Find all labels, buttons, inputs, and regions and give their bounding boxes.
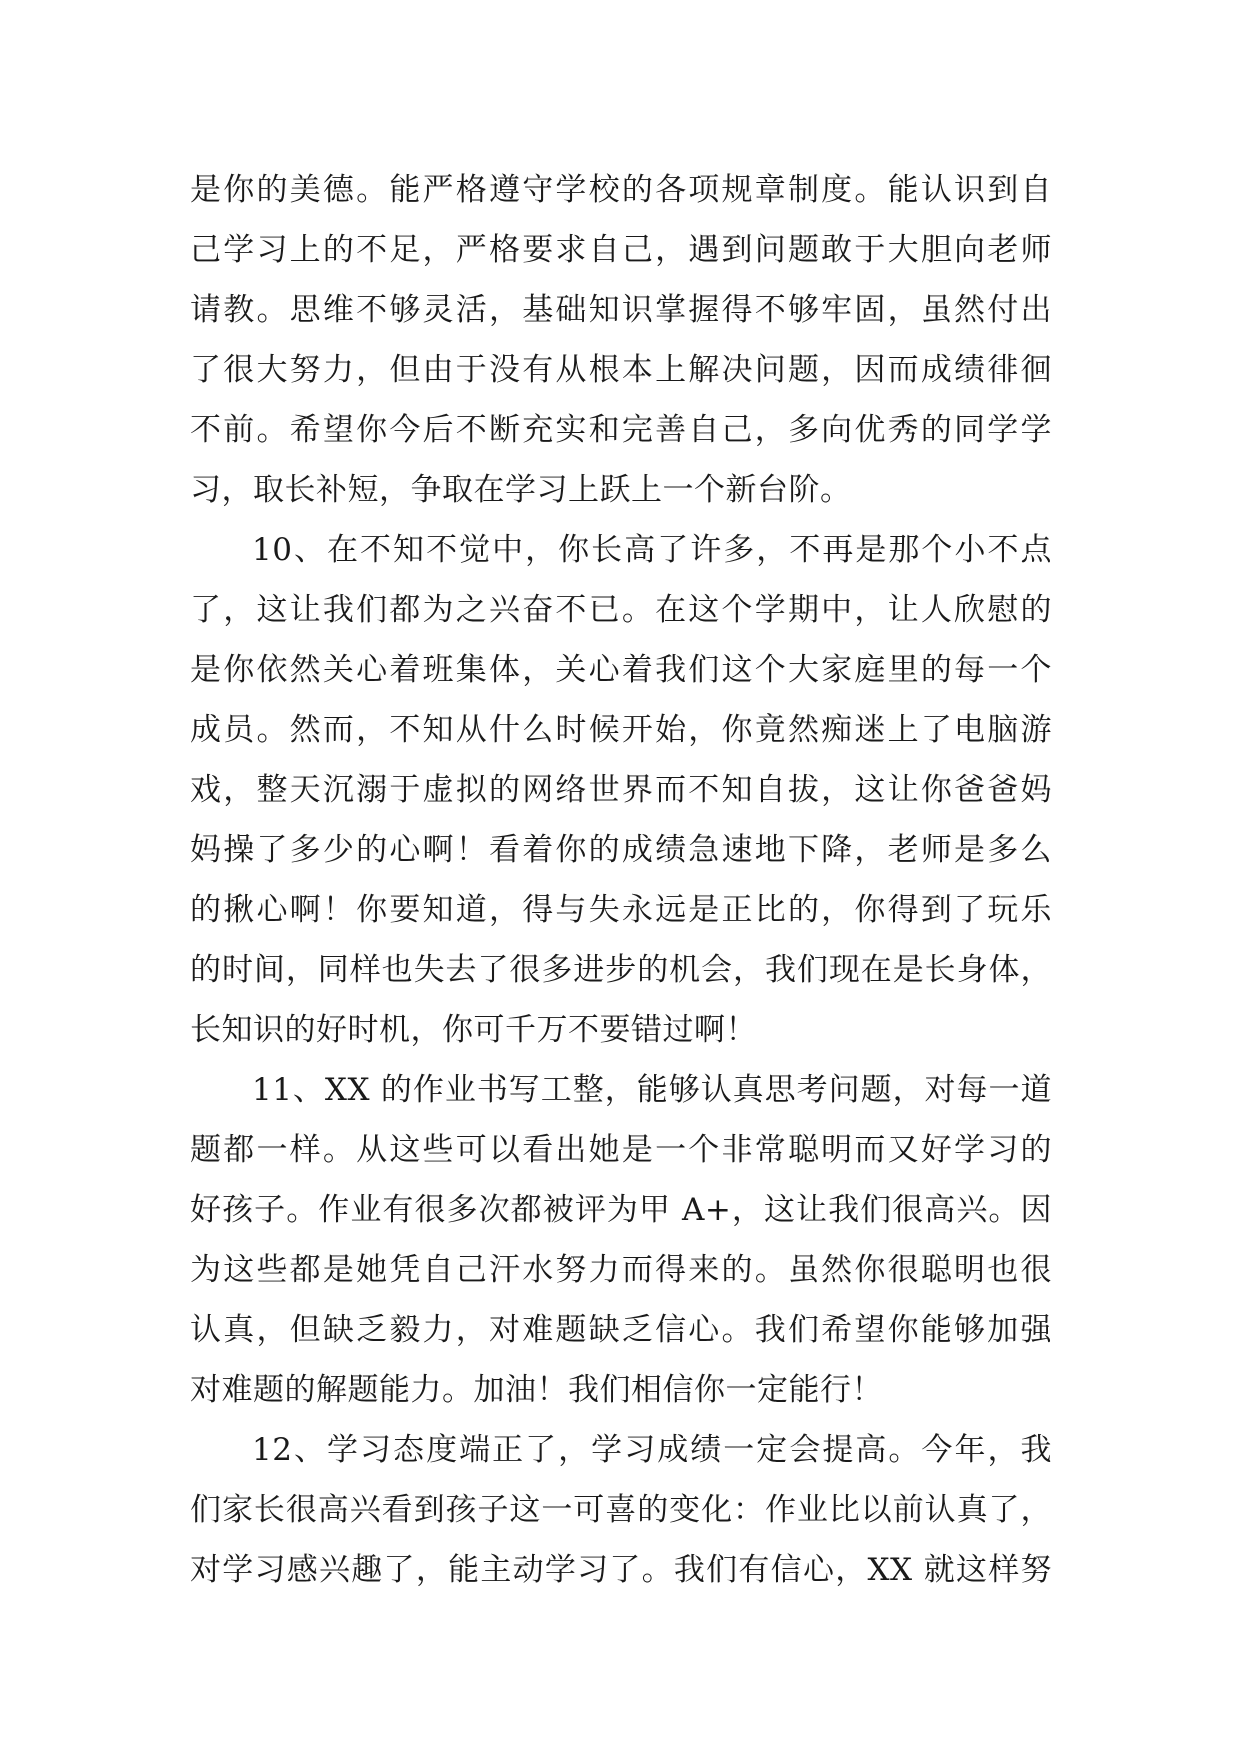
text-line: 的揪心啊！你要知道，得与失永远是正比的，你得到了玩乐 <box>190 892 1052 928</box>
text-line: 成员。然而，不知从什么时候开始，你竟然痴迷上了电脑游 <box>190 712 1052 748</box>
text-line: 妈操了多少的心啊！看着你的成绩急速地下降，老师是多么 <box>190 832 1052 868</box>
text-line: 是你的美德。能严格遵守学校的各项规章制度。能认识到自 <box>190 172 1052 208</box>
text-line: 习，取长补短，争取在学习上跃上一个新台阶。 <box>190 472 852 508</box>
text-line: 己学习上的不足，严格要求自己，遇到问题敢于大胆向老师 <box>190 232 1052 268</box>
text-line: 认真，但缺乏毅力，对难题缺乏信心。我们希望你能够加强 <box>190 1312 1052 1348</box>
text-line: 们家长很高兴看到孩子这一可喜的变化：作业比以前认真了， <box>190 1492 1052 1528</box>
text-line: 对学习感兴趣了，能主动学习了。我们有信心，XX 就这样努 <box>190 1552 1052 1588</box>
text-line: 不前。希望你今后不断充实和完善自己，多向优秀的同学学 <box>190 412 1052 448</box>
text-line: 戏，整天沉溺于虚拟的网络世界而不知自拔，这让你爸爸妈 <box>190 772 1052 808</box>
text-line: 是你依然关心着班集体，关心着我们这个大家庭里的每一个 <box>190 652 1052 688</box>
text-line: 的时间，同样也失去了很多进步的机会，我们现在是长身体， <box>190 952 1052 988</box>
document-body <box>190 160 1052 1600</box>
text-line: 了，这让我们都为之兴奋不已。在这个学期中，让人欣慰的 <box>190 592 1052 628</box>
paragraph-10-start: 10、在不知不觉中，你长高了许多，不再是那个小不点 <box>252 532 1052 568</box>
text-line: 题都一样。从这些可以看出她是一个非常聪明而又好学习的 <box>190 1132 1052 1168</box>
paragraph-12-start: 12、学习态度端正了，学习成绩一定会提高。今年，我 <box>252 1432 1052 1468</box>
text-line: 为这些都是她凭自己汗水努力而得来的。虽然你很聪明也很 <box>190 1252 1052 1288</box>
text-line: 对难题的解题能力。加油！我们相信你一定能行！ <box>190 1372 883 1408</box>
text-line: 长知识的好时机，你可千万不要错过啊！ <box>190 1012 757 1048</box>
text-line: 好孩子。作业有很多次都被评为甲 A+，这让我们很高兴。因 <box>190 1192 1052 1228</box>
text-line: 请教。思维不够灵活，基础知识掌握得不够牢固，虽然付出 <box>190 292 1052 328</box>
paragraph-11-start: 11、XX 的作业书写工整，能够认真思考问题，对每一道 <box>252 1072 1052 1108</box>
text-line: 了很大努力，但由于没有从根本上解决问题，因而成绩徘徊 <box>190 352 1052 388</box>
